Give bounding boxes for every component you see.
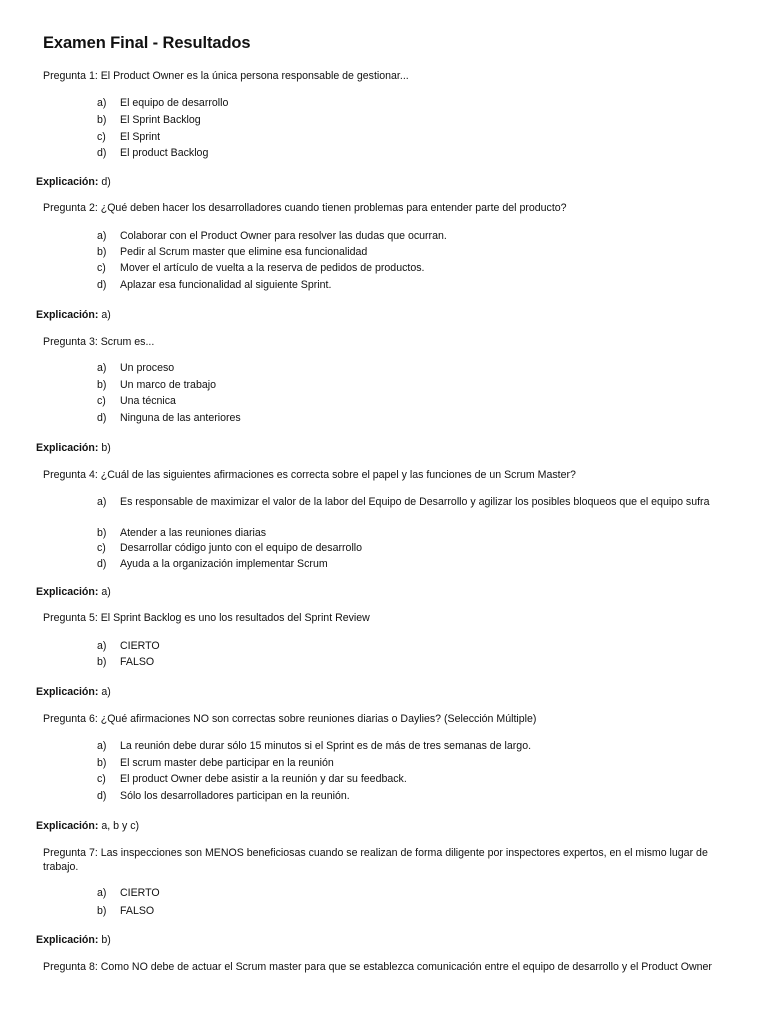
option-letter: d)	[97, 147, 107, 159]
option-text: Aplazar esa funcionalidad al siguiente Sprint.	[120, 279, 332, 291]
option-text: Es responsable de maximizar el valor de la labor del Equipo de Desarrollo y agilizar los posibles bloqueos que el equipo sufra	[120, 496, 710, 508]
option-letter: a)	[97, 496, 107, 508]
q2-option-c	[97, 261, 727, 275]
explanation-label: Explicación:	[36, 176, 99, 188]
option-text: El product Owner debe asistir a la reunión y dar su feedback.	[120, 773, 407, 785]
explanation-1	[36, 175, 111, 189]
explanation-answer: b)	[101, 442, 111, 454]
explanation-label: Explicación:	[36, 586, 99, 598]
explanation-label: Explicación:	[36, 686, 99, 698]
explanation-label: Explicación:	[36, 934, 99, 946]
explanation-label: Explicación:	[36, 442, 99, 454]
option-text: Colaborar con el Product Owner para resolver las dudas que ocurran.	[120, 230, 447, 242]
question-5: Pregunta 5: El Sprint Backlog es uno los resultados del Sprint Review	[43, 612, 370, 624]
option-text: Sólo los desarrolladores participan en la reunión.	[120, 790, 350, 802]
q5-option-a	[97, 639, 727, 653]
option-text: Pedir al Scrum master que elimine esa funcionalidad	[120, 246, 368, 258]
explanation-answer: d)	[101, 176, 111, 188]
q4-option-d	[97, 557, 727, 571]
question-8: Pregunta 8: Como NO debe de actuar el Scrum master para que se establezca comunicación entre el equipo de desarrollo y el Product Owner	[43, 961, 712, 973]
option-letter: b)	[97, 114, 107, 126]
q3-option-b	[97, 378, 727, 392]
option-text: La reunión debe durar sólo 15 minutos si el Sprint es de más de tres semanas de largo.	[120, 740, 532, 752]
q4-option-c	[97, 541, 727, 555]
option-text: Desarrollar código junto con el equipo de desarrollo	[120, 542, 363, 554]
q7-option-b	[97, 904, 727, 918]
option-text: CIERTO	[120, 640, 160, 652]
option-text: Atender a las reuniones diarias	[120, 527, 267, 539]
q7-option-a	[97, 886, 727, 900]
q6-option-d	[97, 789, 727, 803]
explanation-5	[36, 685, 111, 699]
q6-option-b	[97, 756, 727, 770]
question-2: Pregunta 2: ¿Qué deben hacer los desarrolladores cuando tienen problemas para entender parte del producto?	[43, 202, 567, 214]
option-letter: b)	[97, 757, 107, 769]
option-letter: c)	[97, 395, 106, 407]
option-text: El scrum master debe participar en la reunión	[120, 757, 334, 769]
explanation-2	[36, 308, 111, 322]
explanation-6	[36, 819, 139, 833]
q1-option-c	[97, 130, 727, 144]
option-text: El product Backlog	[120, 147, 209, 159]
option-letter: a)	[97, 887, 107, 899]
option-letter: b)	[97, 527, 107, 539]
option-letter: d)	[97, 558, 107, 570]
q2-option-a	[97, 229, 727, 243]
explanation-7	[36, 933, 111, 947]
q1-option-b	[97, 113, 727, 127]
option-text: El Sprint	[120, 131, 161, 143]
option-text: El Sprint Backlog	[120, 114, 201, 126]
option-letter: d)	[97, 279, 107, 291]
explanation-answer: a)	[101, 586, 111, 598]
option-letter: b)	[97, 246, 107, 258]
explanation-label: Explicación:	[36, 309, 99, 321]
q2-option-b	[97, 245, 727, 259]
option-letter: b)	[97, 656, 107, 668]
option-letter: b)	[97, 905, 107, 917]
option-letter: a)	[97, 640, 107, 652]
q6-option-c	[97, 772, 727, 786]
question-3: Pregunta 3: Scrum es...	[43, 336, 155, 348]
option-letter: a)	[97, 97, 107, 109]
option-text: Una técnica	[120, 395, 176, 407]
explanation-answer: a, b y c)	[101, 820, 140, 832]
option-text: FALSO	[120, 905, 155, 917]
q3-option-c	[97, 394, 727, 408]
explanation-answer: b)	[101, 934, 111, 946]
question-1: Pregunta 1: El Product Owner es la única persona responsable de gestionar...	[43, 70, 409, 82]
q4-option-a	[97, 495, 727, 509]
q5-option-b	[97, 655, 727, 669]
q4-option-b	[97, 526, 727, 540]
explanation-answer: a)	[101, 686, 111, 698]
option-letter: d)	[97, 412, 107, 424]
explanation-answer: a)	[101, 309, 111, 321]
option-letter: c)	[97, 262, 106, 274]
option-letter: c)	[97, 542, 106, 554]
option-letter: b)	[97, 379, 107, 391]
option-letter: c)	[97, 131, 106, 143]
explanation-4	[36, 585, 111, 599]
option-letter: d)	[97, 790, 107, 802]
question-6: Pregunta 6: ¿Qué afirmaciones NO son correctas sobre reuniones diarias o Daylies? (Selección Múltiple)	[43, 713, 537, 725]
option-letter: a)	[97, 230, 107, 242]
question-7: Pregunta 7: Las inspecciones son MENOS beneficiosas cuando se realizan de forma diligente por inspectores expertos, en el mismo lugar de trabajo.	[43, 847, 708, 873]
q1-option-d	[97, 146, 727, 160]
option-text: Ayuda a la organización implementar Scrum	[120, 558, 328, 570]
q2-option-d	[97, 278, 727, 292]
option-text: FALSO	[120, 656, 155, 668]
option-letter: a)	[97, 362, 107, 374]
q3-option-d	[97, 411, 727, 425]
page-title: Examen Final - Resultados	[43, 34, 251, 52]
question-4: Pregunta 4: ¿Cuál de las siguientes afirmaciones es correcta sobre el papel y las funciones de un Scrum Master?	[43, 469, 576, 481]
option-text: Ninguna de las anteriores	[120, 412, 241, 424]
option-text: El equipo de desarrollo	[120, 97, 229, 109]
explanation-3	[36, 441, 111, 455]
option-text: Mover el artículo de vuelta a la reserva de pedidos de productos.	[120, 262, 425, 274]
explanation-label: Explicación:	[36, 820, 99, 832]
q6-option-a	[97, 739, 727, 753]
option-letter: a)	[97, 740, 107, 752]
option-text: Un marco de trabajo	[120, 379, 216, 391]
option-text: Un proceso	[120, 362, 175, 374]
option-text: CIERTO	[120, 887, 160, 899]
q3-option-a	[97, 361, 727, 375]
option-letter: c)	[97, 773, 106, 785]
q1-option-a	[97, 96, 727, 110]
